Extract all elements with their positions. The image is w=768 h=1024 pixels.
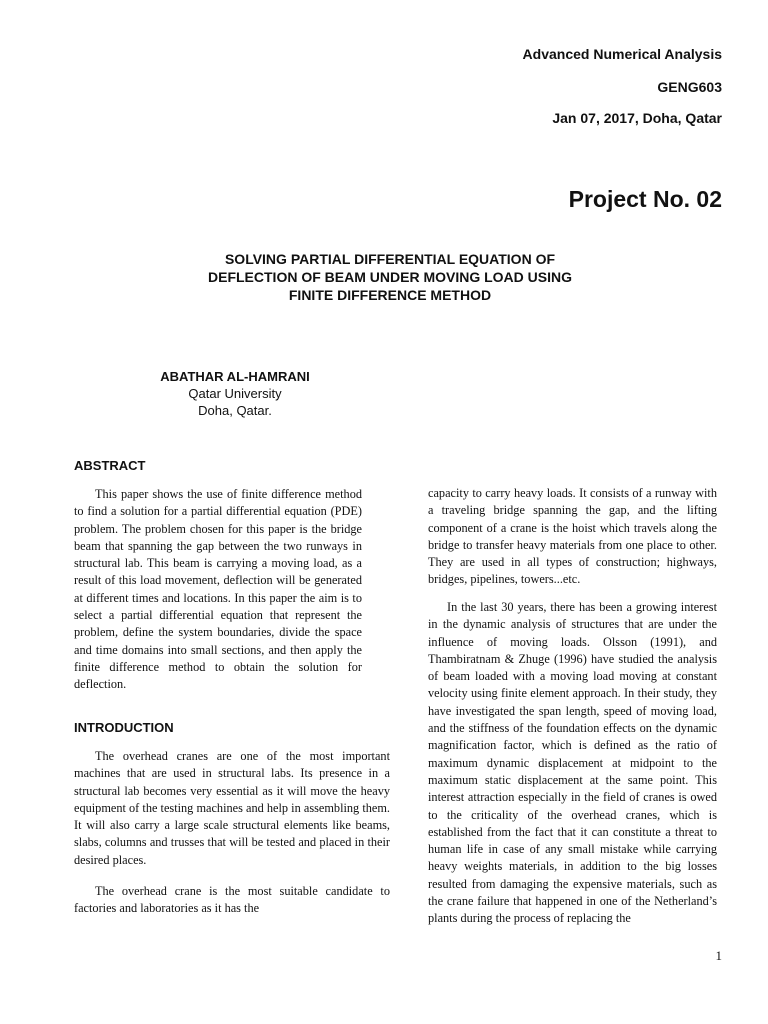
title-line-3: FINITE DIFFERENCE METHOD [288, 287, 492, 303]
introduction-paragraph-2 [74, 883, 390, 918]
header-date-place: Jan 07, 2017, Doha, Qatar [552, 110, 722, 126]
author-affiliation: Qatar University [188, 386, 282, 401]
introduction-heading: INTRODUCTION [74, 720, 174, 735]
paper-title [180, 250, 600, 304]
paragraph-text: The overhead crane is the most suitable candidate to factories and laboratories as it has the [74, 884, 390, 916]
author-name: ABATHAR AL-HAMRANI [160, 369, 310, 384]
paragraph-text: In the last 30 years, there has been a growing interest in the dynamic analysis of structures that are under the influence of moving loads. Olsson (1991), and Thambiratnam & Zhuge (1996) have studied the analysis of beam loaded with a moving load moving at constant velocity using finite element approach. In their study, they have investigated the span length, speed of moving load, and the stiffness of the foundation effects on the dynamic magnification factor, which is defined as the ratio of maximum dynamic displacement at midpoint to the maximum static displacement at the same point. This interest attraction especially in the field of cranes is owed to the criticality of the overhead cranes, which is established from the fact that it can constitute a threat to human life in case of any small mistake while carrying heavy weights materials, in addition to the big losses resulted from damaging the expensive materials, such as the crane failure that happened in one of the Netherland’s plants during the process of replacing the [428, 600, 717, 926]
project-number: Project No. 02 [568, 186, 722, 212]
abstract-heading: ABSTRACT [74, 458, 146, 473]
header-course-code: GENG603 [657, 79, 722, 95]
paragraph-text: The overhead cranes are one of the most important machines that are used in structural labs. Its presence in a structural lab becomes very essential as it will move the heavy equipment of the testing machines and help in assembling them. It will also carry a large scale structural elements like beams, slabs, columns and trusses that will be tested and placed in their desired places. [74, 749, 390, 867]
introduction-paragraph-1 [74, 748, 390, 869]
abstract-paragraph: This paper shows the use of finite difference method to find a solution for a partial differential equation (PDE) problem. The problem chosen for this paper is the bridge beam that spanning the gap between the two runways in structural lab. This beam is carrying a moving load, as a result of this load movement, deflection will be generated at different times and locations. In this paper the aim is to select a partial differential equation that represent the problem, define the system boundaries, divide the space and time domains into small sections, and then apply the finite difference method to obtain the solution for deflection. [74, 487, 362, 692]
paragraph-text: capacity to carry heavy loads. It consists of a runway with a traveling bridge spanning the gap, and the lifting component of a crane is the hoist which travels along the bridge to transfer heavy materials from one place to other. They are used in all types of construction; highways, bridges, pipelines, towers...etc. [428, 486, 717, 587]
header-course: Advanced Numerical Analysis [522, 46, 722, 62]
introduction-paragraph-3 [428, 485, 717, 589]
abstract-text [74, 486, 362, 694]
introduction-paragraph-4 [428, 599, 717, 928]
page-number: 1 [715, 948, 722, 963]
title-line-2: DEFLECTION OF BEAM UNDER MOVING LOAD USING [208, 269, 572, 285]
author-block [150, 368, 320, 419]
title-line-1: SOLVING PARTIAL DIFFERENTIAL EQUATION OF [224, 251, 556, 267]
author-location: Doha, Qatar. [198, 403, 272, 418]
